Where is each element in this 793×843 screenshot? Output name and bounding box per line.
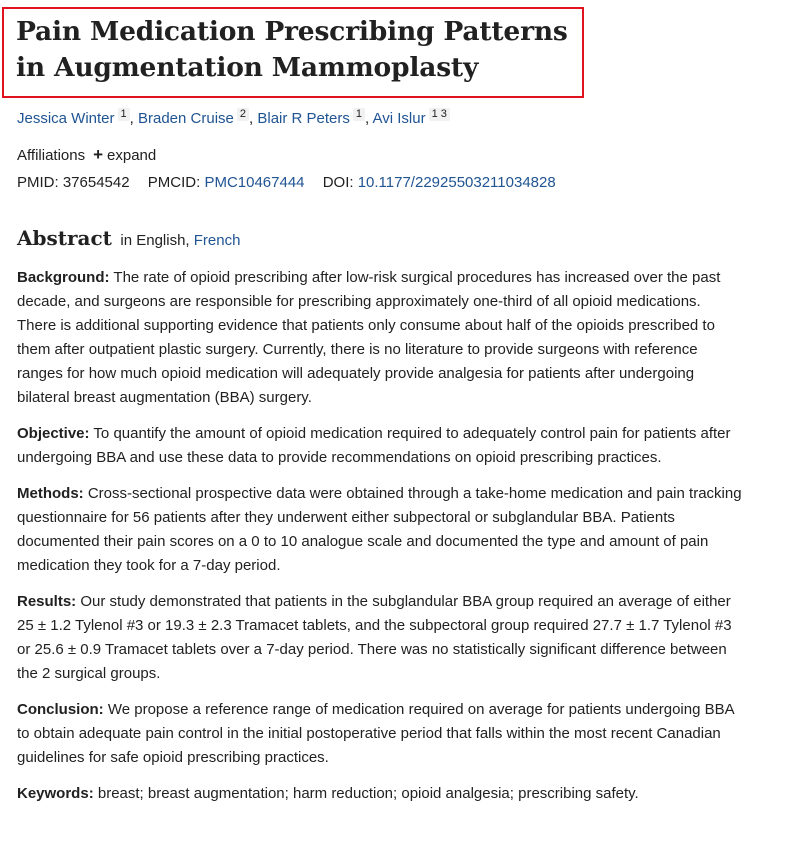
pmid-label: PMID: [17, 174, 59, 191]
abstract-section-methods [17, 482, 742, 578]
author-link-1[interactable]: Jessica Winter [17, 110, 115, 127]
author-link-2[interactable]: Braden Cruise [138, 110, 234, 127]
section-text: The rate of opioid prescribing after low-risk surgical procedures has increased over the past decade, and surgeons are responsible for prescribing approximately one-third of all opioid medications. There is additional supporting evidence that patients only consume about half of the opioids prescribed to them after outpatient plastic surgery. Currently, there is no literature to provide surgeons with reference ranges for how much opioid medication will adequately provide analgesia for patients after undergoing bilateral breast augmentation (BBA) surgery. [17, 269, 721, 406]
section-text: breast; breast augmentation; harm reduction; opioid analgesia; prescribing safety. [93, 785, 639, 802]
section-text: We propose a reference range of medication required on average for patients undergoing BBA to obtain adequate pain control in the initial postoperative period that falls within the most recent Canadian guidelines for safe opioid prescribing practices. [17, 701, 734, 766]
author-link-3[interactable]: Blair R Peters [257, 110, 350, 127]
author-affiliation-ref-4[interactable]: 1 3 [429, 108, 450, 121]
article-title: Pain Medication Prescribing Patterns in Augmentation Mammoplasty [16, 16, 568, 83]
section-label: Background: [17, 269, 110, 286]
abstract-title: Abstract [17, 226, 112, 250]
pmcid-label: PMCID: [147, 174, 201, 191]
section-label: Conclusion: [17, 701, 104, 718]
author-link-4[interactable]: Avi Islur [372, 110, 426, 127]
section-label: Keywords: [17, 785, 94, 802]
abstract-language [120, 232, 240, 249]
abstract-section-background [17, 266, 742, 410]
abstract-section-objective [17, 422, 742, 470]
pmid-value: 37654542 [62, 174, 130, 191]
abstract-body [17, 266, 742, 818]
author-list [17, 108, 450, 130]
section-label: Methods: [17, 485, 84, 502]
abstract-section-keywords [17, 782, 742, 806]
affiliations-label: Affiliations [17, 147, 86, 164]
section-text: Cross-sectional prospective data were obtained through a take-home medication and pain tracking questionnaire for 56 patients after they underwent either subpectoral or subglandular BBA. Patients documented their pain scores on a 0 to 10 analogue scale and documented the type and amount of pain medication they took for a 7-day period. [17, 485, 742, 574]
abstract-section-results [17, 590, 742, 686]
abstract-heading [17, 226, 240, 250]
section-text: To quantify the amount of opioid medication required to adequately control pain for patients after undergoing BBA and use these data to provide recommendations on opioid prescribing practices. [17, 425, 731, 466]
affiliations-toggle[interactable] [17, 145, 156, 167]
author-affiliation-ref-1[interactable]: 1 [118, 108, 130, 121]
pmcid-link[interactable]: PMC10467444 [204, 174, 305, 191]
article-identifiers [17, 172, 556, 194]
abstract-section-conclusion [17, 698, 742, 770]
plus-icon: + [93, 145, 104, 164]
section-label: Results: [17, 593, 77, 610]
author-separator: , [365, 110, 373, 127]
expand-label: expand [107, 147, 157, 164]
author-affiliation-ref-3[interactable]: 1 [353, 108, 365, 121]
section-text: Our study demonstrated that patients in the subglandular BBA group required an average of either 25 ± 1.2 Tylenol #3 or 19.3 ± 2.3 Tramacet tablets, and the subpectoral group required 27.7 ± 1.7 Tylenol #3 or 25.6 ± 0.9 Tramacet tablets over a 7-day period. There was no statistically significant difference between the 2 surgical groups. [17, 593, 732, 682]
author-separator: , [249, 110, 258, 127]
doi-link[interactable]: 10.1177/22925503211034828 [357, 174, 556, 191]
section-label: Objective: [17, 425, 90, 442]
author-separator: , [129, 110, 138, 127]
author-affiliation-ref-2[interactable]: 2 [237, 108, 249, 121]
language-prefix: in English, [120, 232, 190, 249]
doi-label: DOI: [322, 174, 354, 191]
french-language-link[interactable]: French [193, 232, 241, 249]
